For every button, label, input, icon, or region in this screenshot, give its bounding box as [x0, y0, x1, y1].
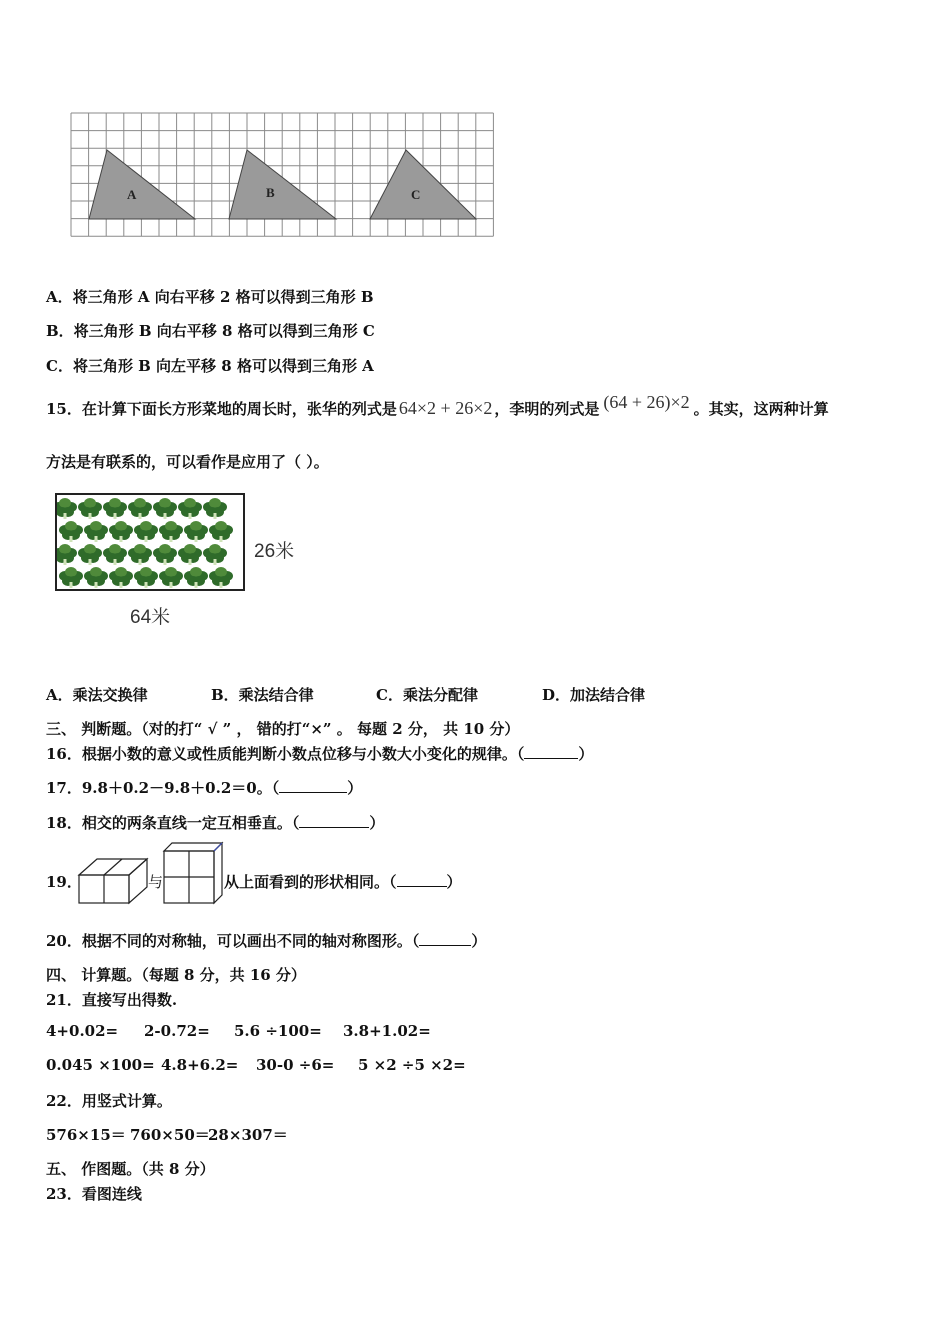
vegetable-plant — [153, 544, 177, 565]
q15-line2: 方法是有联系的，可以看作是应用了（ ）。 — [46, 453, 329, 471]
q15-option-a: A．乘法交换律 — [46, 686, 148, 704]
q18-text: 18．相交的两条直线一定互相垂直。（ — [46, 814, 300, 832]
q23-title: 23．看图连线 — [46, 1185, 142, 1203]
vegetable-plant — [134, 521, 158, 542]
q15-option-d: D．加法结合律 — [542, 686, 646, 704]
vegetable-plant — [109, 567, 133, 588]
vegetable-plant — [178, 544, 202, 565]
vegetable-plant — [57, 544, 77, 565]
vegetable-plant — [159, 521, 183, 542]
q22-item: 576×15＝ — [46, 1126, 126, 1144]
vegetable-plant — [203, 544, 227, 565]
q20-text: 20．根据不同的对称轴，可以画出不同的轴对称图形。（ — [46, 932, 420, 950]
q21-row-2 — [46, 1056, 466, 1074]
q16-close: ） — [578, 745, 594, 763]
q18-close: ） — [369, 814, 385, 832]
q21-item: 4.8+6.2= — [161, 1056, 239, 1074]
vegetable-plants — [57, 495, 243, 589]
q20-answer-blank[interactable] — [419, 931, 471, 946]
q15-expr-liming: (64 + 26)×2 — [603, 392, 690, 412]
field-length-label: 64米 — [130, 607, 171, 628]
q21-item: 2-0.72= — [144, 1022, 210, 1040]
q15-middle: ，李明的列式是 — [494, 400, 600, 418]
vegetable-plant — [134, 567, 158, 588]
vegetable-plant — [153, 498, 177, 519]
q21-row-1 — [46, 1022, 431, 1040]
q19-text-line — [224, 871, 462, 892]
triangle-c-label: C — [411, 187, 421, 202]
q19-text: 从上面看到的形状相同。（ — [224, 873, 397, 891]
q19-close: ） — [446, 873, 462, 891]
vegetable-plant — [209, 567, 233, 588]
q21-item: 0.045 ×100= — [46, 1056, 155, 1074]
vegetable-plant — [78, 544, 102, 565]
vegetable-plant — [103, 498, 127, 519]
q14-option-c: C．将三角形 B 向左平移 8 格可以得到三角形 A — [46, 357, 374, 375]
q17-close: ） — [347, 779, 363, 797]
vegetable-plant — [109, 521, 133, 542]
triangle-b-label: B — [266, 185, 275, 200]
vegetable-plant — [128, 544, 152, 565]
vegetable-plant — [184, 567, 208, 588]
q21-item: 5.6 ÷100= — [234, 1022, 322, 1040]
q21-item: 4+0.02= — [46, 1022, 119, 1040]
q17-answer-blank[interactable] — [279, 778, 347, 793]
q14-option-a: A．将三角形 A 向右平移 2 格可以得到三角形 B — [46, 288, 374, 306]
q21-title: 21．直接写出得数. — [46, 991, 178, 1009]
vegetable-plant — [203, 498, 227, 519]
q16 — [46, 743, 593, 764]
q21-item: 3.8+1.02= — [343, 1022, 431, 1040]
vegetable-plant — [78, 498, 102, 519]
q19-connector: 与 — [148, 873, 164, 891]
q15-option-c: C．乘法分配律 — [376, 686, 478, 704]
q16-text: 16．根据小数的意义或性质能判断小数点位移与小数大小变化的规律。（ — [46, 745, 525, 763]
q15-line1 — [46, 392, 829, 419]
q15-option-b: B．乘法结合律 — [211, 686, 314, 704]
q19-cube-figure-1 — [77, 857, 149, 905]
vegetable-plant — [59, 521, 83, 542]
q22-items — [46, 1124, 288, 1145]
q17 — [46, 777, 362, 798]
q17-text: 17．9.8＋0.2－9.8＋0.2＝0。（ — [46, 779, 280, 797]
q19-cube-figure-2 — [162, 841, 224, 905]
section-5-title: 五、 作图题。（共 8 分） — [46, 1160, 215, 1178]
vegetable-plant — [209, 521, 233, 542]
q22-item: 760×50＝ — [130, 1126, 210, 1144]
q15-suffix: 。其实，这两种计算 — [693, 400, 829, 418]
q19-number: 19． — [46, 873, 82, 891]
triangle-a-label: A — [127, 187, 137, 202]
q14-option-b: B．将三角形 B 向右平移 8 格可以得到三角形 C — [46, 322, 375, 340]
vegetable-plant — [178, 498, 202, 519]
triangle-grid-figure — [70, 112, 496, 240]
vegetable-plant — [84, 567, 108, 588]
q18-answer-blank[interactable] — [299, 813, 369, 828]
vegetable-plant — [57, 498, 77, 519]
q15-expr-zhanghua: 64×2 + 26×2 — [398, 398, 493, 418]
q20-close: ） — [471, 932, 487, 950]
vegetable-plant — [184, 521, 208, 542]
triangle-a — [89, 150, 195, 219]
q20 — [46, 930, 486, 951]
vegetable-plant — [59, 567, 83, 588]
q16-answer-blank[interactable] — [524, 744, 578, 759]
vegetable-plant — [103, 544, 127, 565]
section-3-title: 三、 判断题。（对的打“ √ ” ， 错的打“×” 。 每题 2 分， 共 10 分） — [46, 720, 520, 738]
vegetable-field — [55, 493, 245, 591]
q18 — [46, 812, 384, 833]
q15-prefix: 15．在计算下面长方形菜地的周长时，张华的列式是 — [46, 400, 397, 418]
q22-title: 22．用竖式计算。 — [46, 1092, 172, 1110]
vegetable-plant — [128, 498, 152, 519]
vegetable-plant — [84, 521, 108, 542]
q22-item: 28×307＝ — [208, 1126, 288, 1144]
field-width-label: 26米 — [254, 541, 295, 562]
section-4-title: 四、 计算题。（每题 8 分，共 16 分） — [46, 966, 306, 984]
q21-item: 5 ×2 ÷5 ×2= — [358, 1056, 466, 1074]
vegetable-plant — [159, 567, 183, 588]
q15-options — [46, 684, 645, 705]
q21-item: 30-0 ÷6= — [256, 1056, 335, 1074]
q19-answer-blank[interactable] — [397, 872, 447, 887]
